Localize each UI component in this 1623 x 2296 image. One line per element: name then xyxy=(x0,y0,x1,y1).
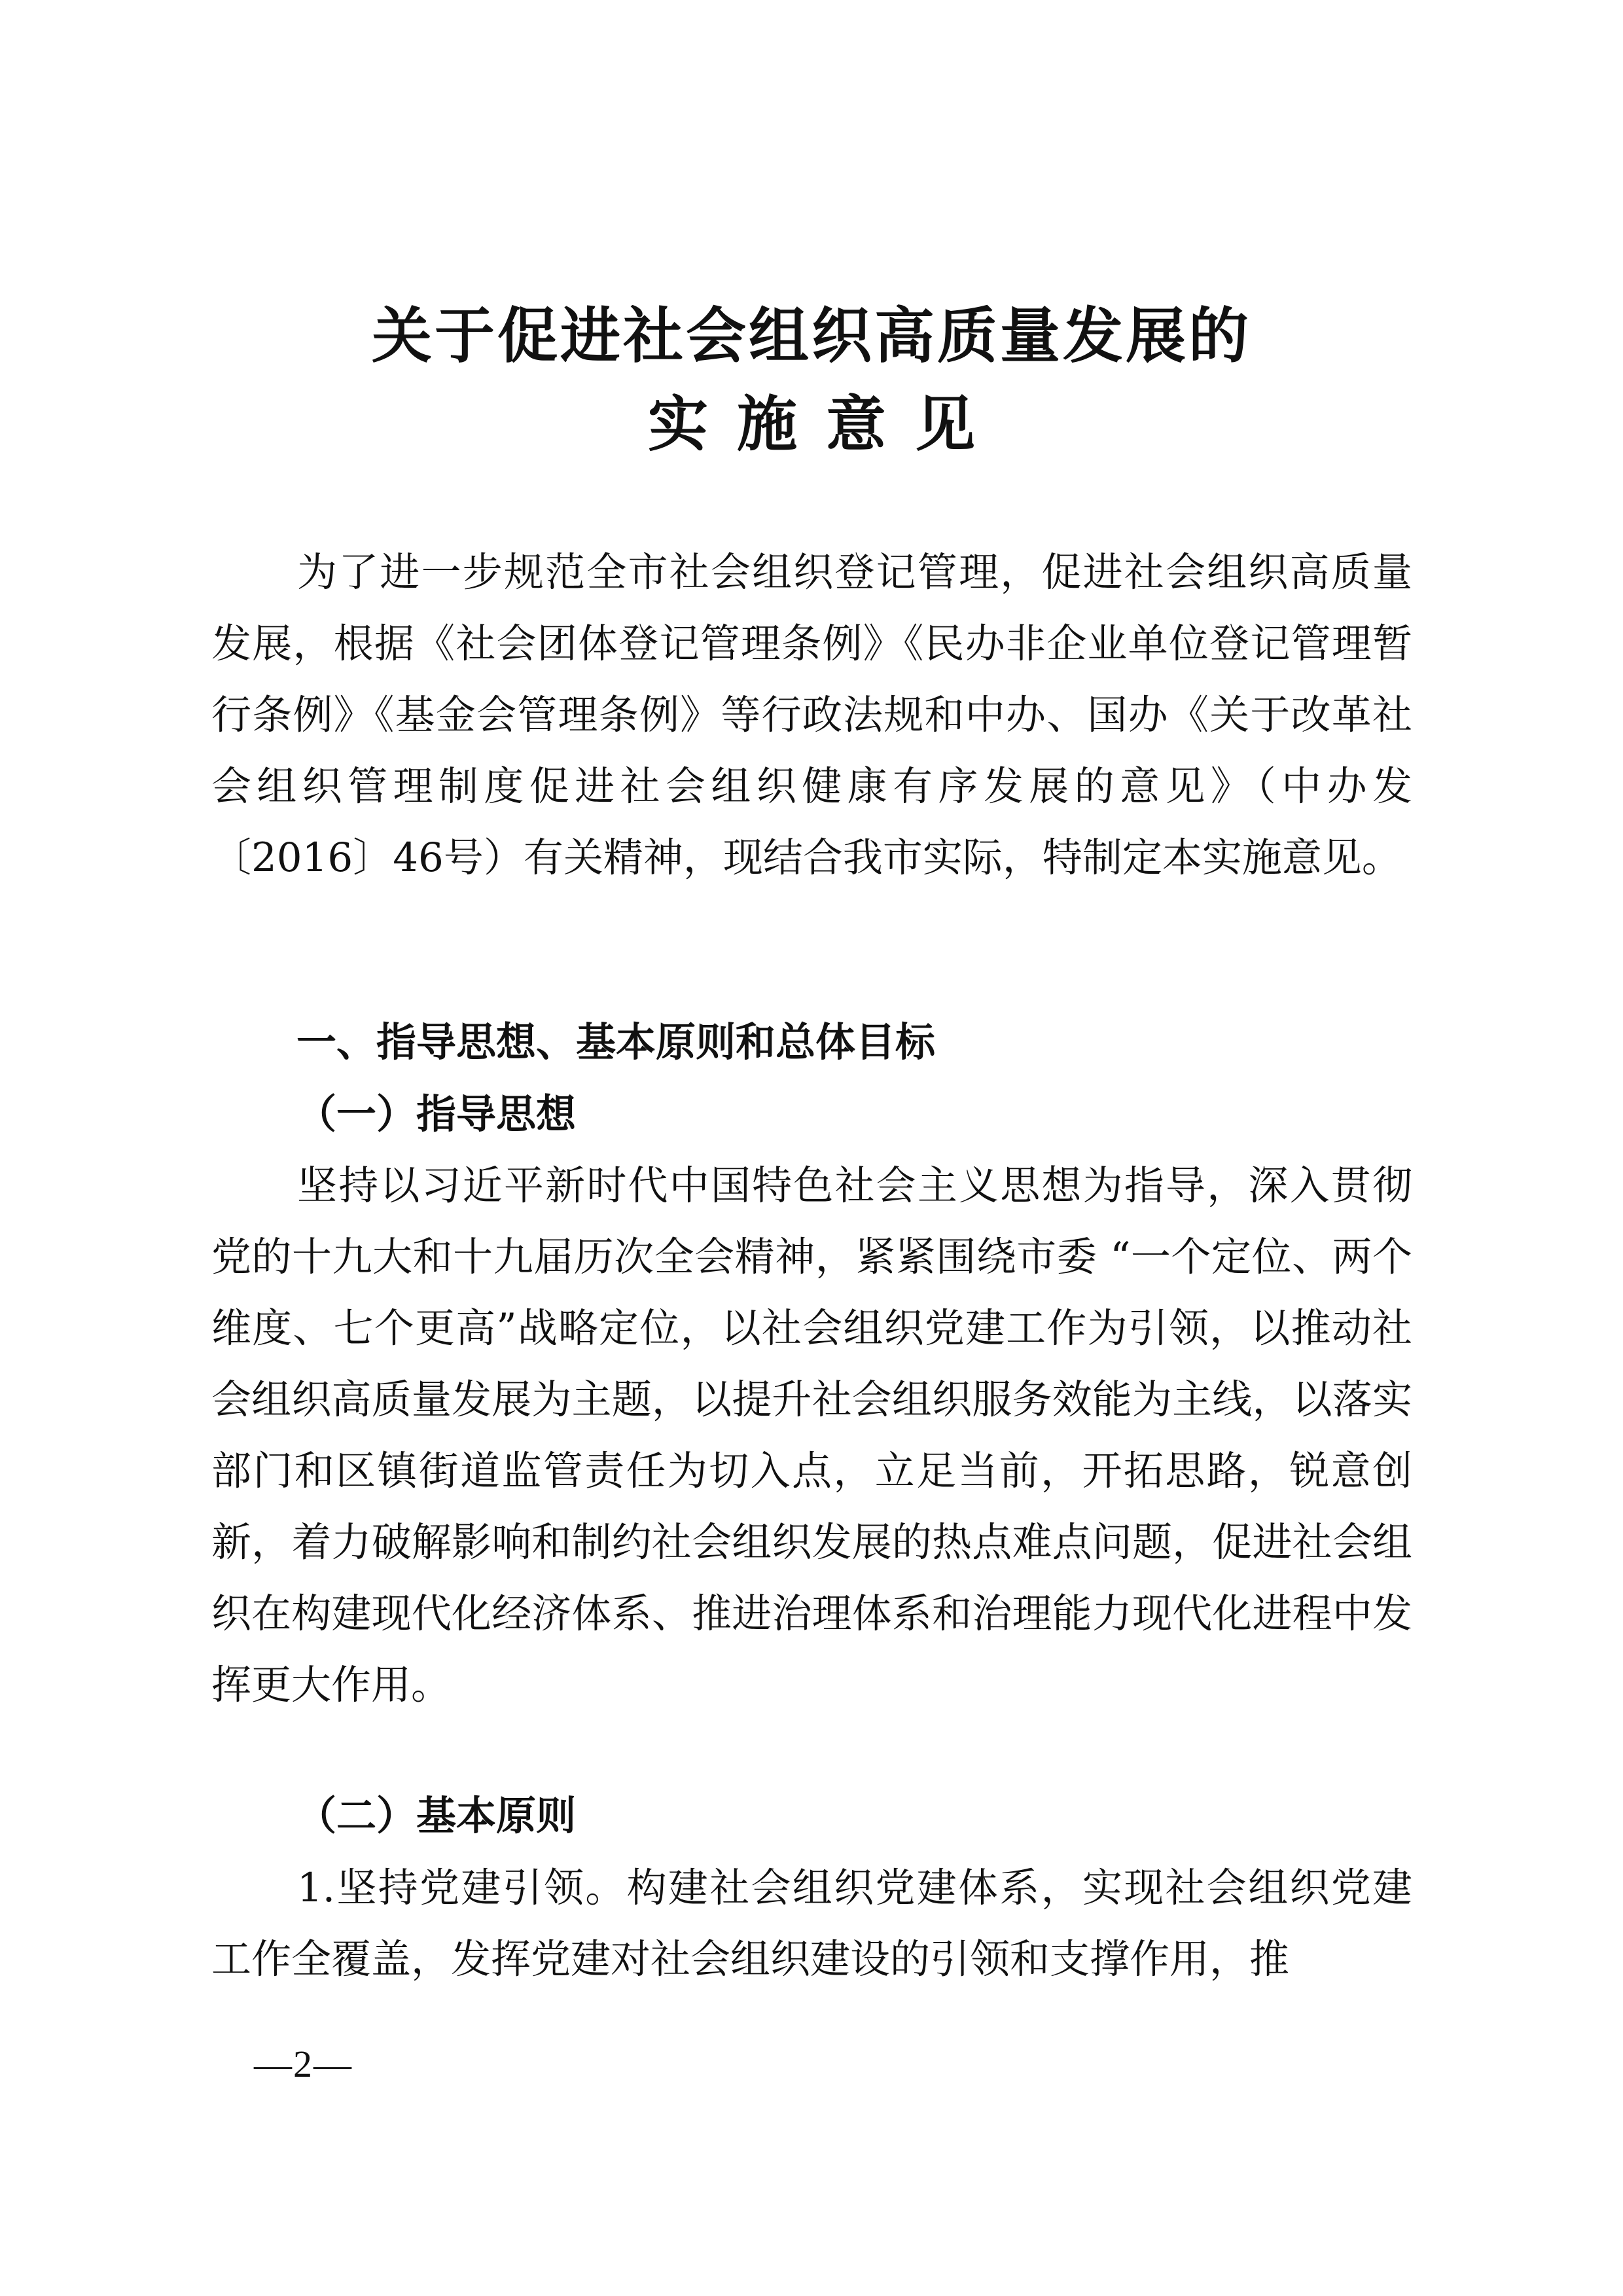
guiding-ideology-paragraph: 坚持以习近平新时代中国特色社会主义思想为指导，深入贯彻党的十九大和十九届历次全会精神，紧紧围绕市委 “一个定位、两个维度、七个更高”战略定位，以社会组织党建工作为引领，以推动社会组织高质量发展为主题，以提升社会组织服务效能为主线，以落实部门和区镇街道监管责任为切入点，立足当前，开拓思路，锐意创新，着力破解影响和制约社会组织发展的热点难点问题，促进社会组织在构建现代化经济体系、推进治理体系和治理能力现代化进程中发挥更大作用。 xyxy=(211,1162,1412,1708)
principle-1-paragraph: 1.坚持党建引领。构建社会组织党建体系，实现社会组织党建工作全覆盖，发挥党建对社会组织建设的引领和支撑作用，推 xyxy=(211,1865,1412,1982)
document-title-subline: 实施意见 xyxy=(647,389,1004,459)
intro-paragraph: 为了进一步规范全市社会组织登记管理，促进社会组织高质量发展，根据《社会团体登记管理条例》《民办非企业单位登记管理暂行条例》《基金会管理条例》等行政法规和中办、国办《关于改革社会组织管理制度促进社会组织健康有序发展的意见》（中办发〔2016〕46号）有关精神，现结合我市实际，特制定本实施意见。 xyxy=(211,549,1412,881)
subsection-heading-basic-principles: （二）基本原则 xyxy=(296,1793,577,1839)
page-number: —2— xyxy=(254,2043,353,2085)
section-heading-guiding-principles: 一、指导思想、基本原则和总体目标 xyxy=(296,1019,936,1066)
document-title: 关于促进社会组织高质量发展的 xyxy=(371,301,1251,371)
subsection-heading-guiding-ideology: （一）指导思想 xyxy=(296,1091,577,1138)
